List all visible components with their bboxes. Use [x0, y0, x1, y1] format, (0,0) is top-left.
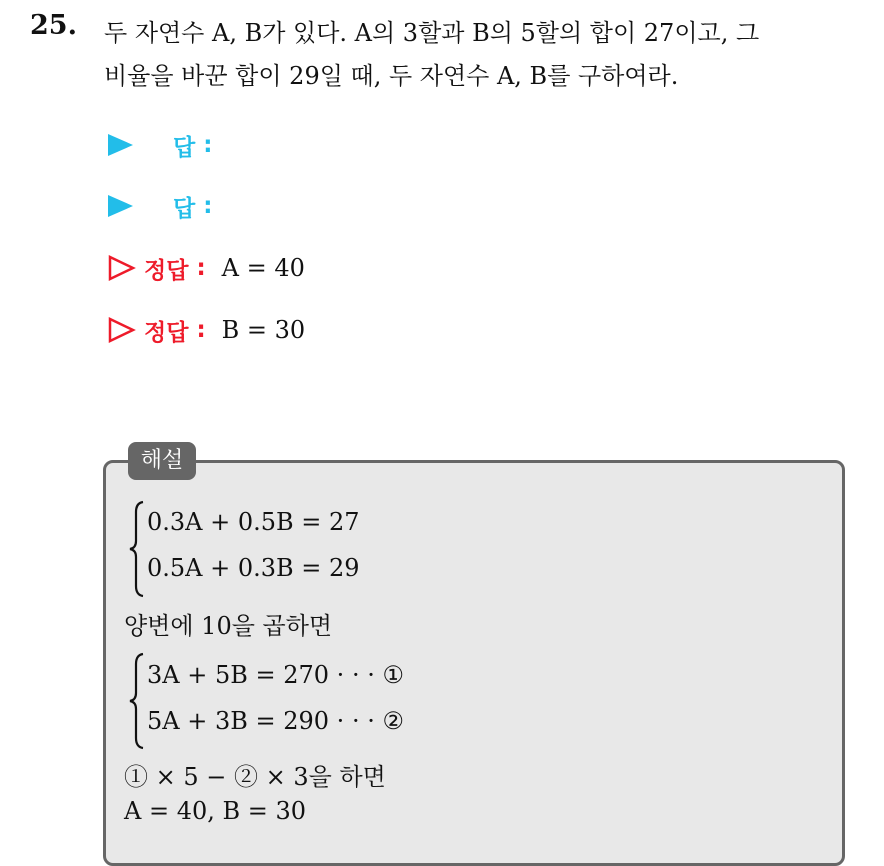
- explanation-result: A = 40, B = 30: [124, 797, 307, 825]
- outline-triangle-icon: [108, 255, 136, 281]
- correct-answer-row-1: [108, 248, 305, 288]
- question-text: [104, 12, 874, 98]
- explanation-step-1: 양변에 10을 곱하면: [124, 612, 333, 640]
- answer-colon: :: [203, 193, 213, 219]
- left-brace-icon: [128, 652, 146, 750]
- filled-triangle-icon: [108, 134, 133, 156]
- equation-line: 3A + 5B = 270 · · · ①: [147, 661, 404, 689]
- equation-line: 5A + 3B = 290 · · · ②: [147, 707, 404, 735]
- answer-label: 답: [173, 195, 196, 222]
- answer-row-1: [108, 125, 228, 165]
- left-brace-icon: [128, 500, 146, 598]
- outline-triangle-icon: [108, 317, 136, 343]
- correct-answer-row-2: [108, 310, 305, 350]
- equation-line: 0.3A + 0.5B = 27: [147, 508, 360, 536]
- answer-colon: :: [196, 255, 206, 281]
- explanation-tag: 해설: [128, 442, 196, 480]
- equation-line: 0.5A + 0.3B = 29: [147, 554, 360, 582]
- correct-answer-value: A = 40: [221, 254, 305, 282]
- filled-triangle-icon: [108, 195, 133, 217]
- answer-label: 답: [173, 134, 196, 161]
- answer-colon: :: [203, 132, 213, 158]
- question-number: 25.: [30, 10, 77, 41]
- answer-row-2: [108, 186, 228, 226]
- question-line-1: 두 자연수 A, B가 있다. A의 3할과 B의 5할의 합이 27이고, 그: [104, 19, 760, 47]
- answer-colon: :: [196, 317, 206, 343]
- correct-answer-value: B = 30: [221, 316, 306, 344]
- question-line-2: 비율을 바꾼 합이 29일 때, 두 자연수 A, B를 구하여라.: [104, 62, 679, 90]
- correct-answer-label: 정답: [144, 257, 189, 284]
- explanation-step-2: ① × 5 − ② × 3을 하면: [124, 763, 386, 791]
- correct-answer-label: 정답: [144, 319, 189, 346]
